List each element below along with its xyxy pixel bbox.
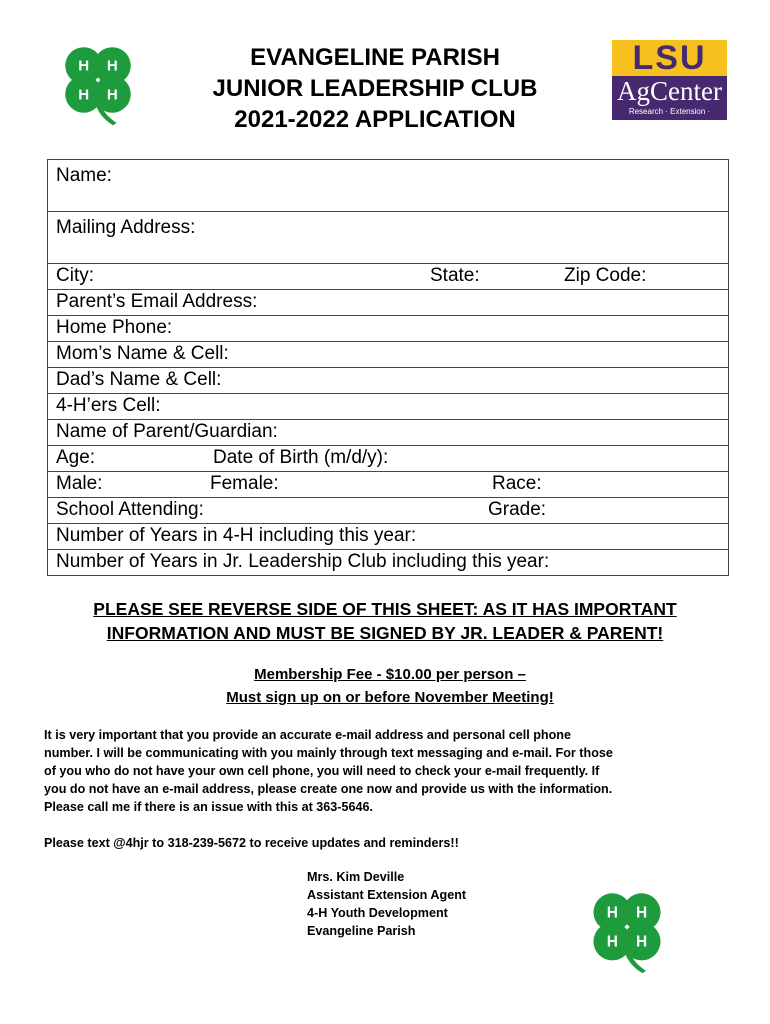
age-label: Age:: [56, 447, 96, 468]
reverse-side-notice: PLEASE SEE REVERSE SIDE OF THIS SHEET: AS IT HAS IMPORTANT INFORMATION AND MUST BE SIGNED BY JR. LEADER & PARENT!: [93, 599, 677, 643]
grade-label: Grade:: [488, 499, 547, 520]
city-label: City:: [56, 265, 94, 286]
school-label: School Attending:: [56, 499, 204, 520]
page-title: [160, 42, 590, 135]
four-h-clover-logo: [56, 40, 140, 130]
years-4h-field[interactable]: Number of Years in 4-H including this year:: [48, 524, 729, 550]
age-dob-row[interactable]: [48, 446, 729, 472]
state-label: State:: [430, 265, 480, 286]
zip-code-label: Zip Code:: [564, 265, 647, 286]
svg-text:H: H: [636, 933, 648, 951]
home-phone-field[interactable]: Home Phone:: [48, 316, 729, 342]
dob-label: Date of Birth (m/d/y):: [213, 447, 389, 468]
lsu-logo-middle: AgCenter: [617, 76, 722, 106]
svg-text:H: H: [606, 933, 618, 951]
parent-email-field[interactable]: Parent’s Email Address:: [48, 290, 729, 316]
mailing-address-field[interactable]: Mailing Address:: [48, 212, 729, 264]
four-h-clover-logo: [584, 886, 670, 978]
lsu-agcenter-logo: [612, 39, 727, 128]
city-state-zip-row[interactable]: [48, 264, 729, 290]
female-label: Female:: [210, 473, 279, 494]
signature-block: Mrs. Kim Deville Assistant Extension Agent 4-H Youth Development Evangeline Parish: [307, 870, 467, 938]
text-updates-line: Please text @4hjr to 318-239-5672 to receive updates and reminders!!: [44, 836, 459, 850]
dad-name-cell-field[interactable]: Dad’s Name & Cell:: [48, 368, 729, 394]
guardian-field[interactable]: Name of Parent/Guardian:: [48, 420, 729, 446]
svg-text:H: H: [106, 57, 118, 75]
race-label: Race:: [492, 473, 542, 494]
male-label: Male:: [56, 473, 103, 494]
svg-text:H: H: [78, 57, 90, 75]
mom-name-cell-field[interactable]: Mom’s Name & Cell:: [48, 342, 729, 368]
name-field[interactable]: Name:: [48, 160, 729, 212]
membership-fee: Membership Fee - $10.00 per person – Must sign up on or before November Meeting!: [226, 666, 554, 706]
svg-text:H: H: [606, 904, 618, 922]
svg-text:H: H: [636, 904, 648, 922]
years-jlc-field[interactable]: Number of Years in Jr. Leadership Club including this year:: [48, 550, 729, 576]
svg-text:H: H: [106, 86, 118, 104]
title-line: JUNIOR LEADERSHIP CLUB: [212, 75, 538, 102]
title-line: 2021-2022 APPLICATION: [234, 106, 516, 133]
lsu-logo-top: LSU: [612, 40, 727, 76]
application-form: [47, 159, 729, 576]
title-line: EVANGELINE PARISH: [250, 44, 500, 71]
gender-race-row[interactable]: [48, 472, 729, 498]
info-paragraph: It is very important that you provide an accurate e-mail address and personal cell phone number. I will be communicating with you mainly through text messaging and e-mail. For those of you who do not have your own cell phone, you will need to check your e-mail frequently. If you do not have an e-mail address, please create one now and provide us with the information. Please call me if there is an issue with this at 363-5646.: [44, 728, 613, 814]
lsu-logo-bottom: Research · Extension · Teaching: [628, 107, 711, 128]
school-grade-row[interactable]: [48, 498, 729, 524]
svg-text:H: H: [78, 86, 90, 104]
four-h-cell-field[interactable]: 4-H’ers Cell:: [48, 394, 729, 420]
